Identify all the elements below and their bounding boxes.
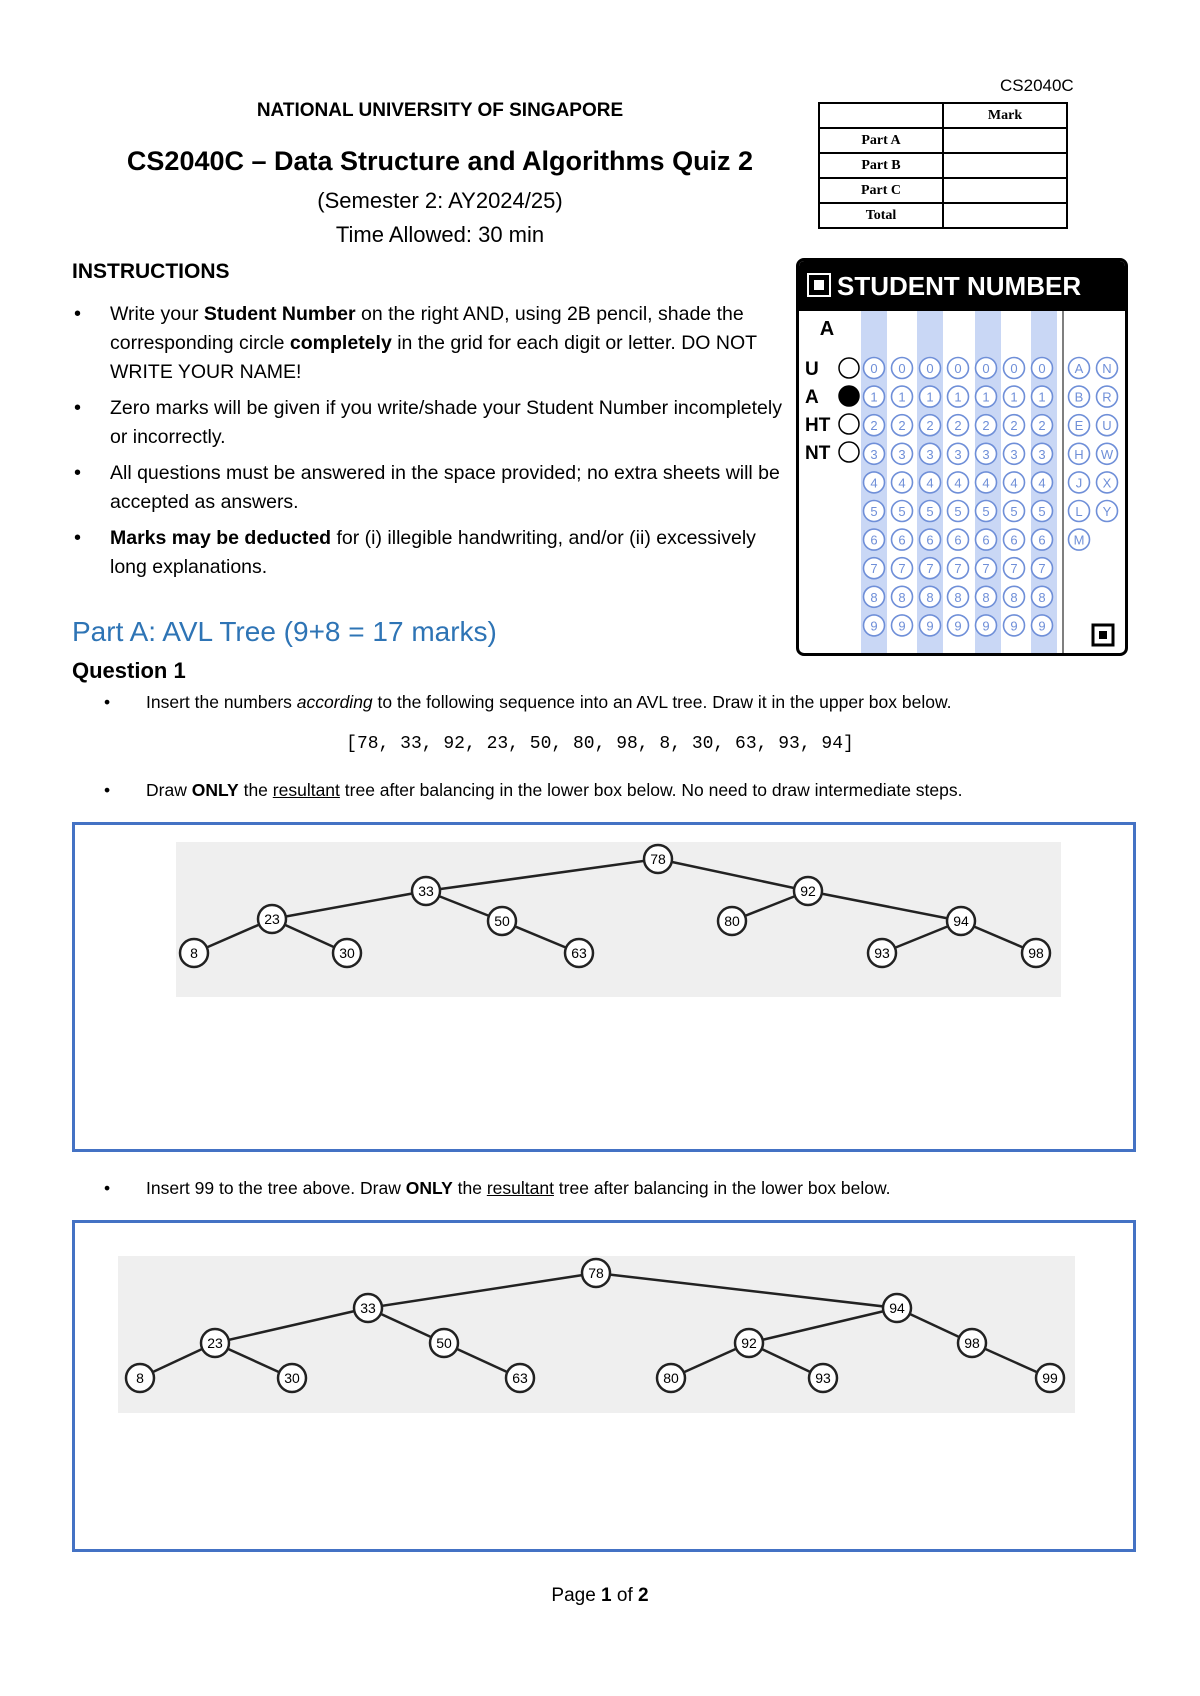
answer-box-2[interactable] (72, 1220, 1136, 1552)
letter-label: U (1102, 418, 1112, 434)
digit-label: 9 (982, 618, 990, 634)
digit-label: 2 (870, 418, 878, 434)
letter-label: N (1102, 361, 1112, 376)
digit-label: 6 (982, 532, 990, 548)
tree-node-label: 80 (663, 1370, 679, 1386)
letter-label: H (1074, 446, 1084, 462)
student-number-grid (796, 258, 1128, 656)
digit-label: 9 (870, 618, 878, 634)
prefix-bubble[interactable] (839, 358, 859, 378)
digit-label: 0 (954, 361, 962, 376)
question-1-heading: Question 1 (72, 658, 186, 683)
answer-box-1[interactable] (72, 822, 1136, 1152)
digit-label: 6 (1038, 532, 1046, 548)
tree-node-label: 33 (360, 1300, 376, 1316)
tree-node-label: 94 (889, 1300, 905, 1316)
digit-label: 0 (1010, 361, 1018, 376)
digit-label: 8 (926, 589, 934, 605)
letter-label: L (1075, 504, 1083, 519)
marks-table (818, 102, 1068, 229)
digit-label: 3 (926, 446, 934, 462)
digit-label: 6 (1010, 532, 1018, 548)
digit-label: 8 (898, 589, 906, 605)
digit-label: 7 (1010, 561, 1018, 577)
digit-label: 7 (870, 561, 878, 577)
marks-row-label: Part C (819, 178, 943, 203)
digit-label: 2 (954, 418, 962, 434)
prefix-bubble[interactable] (839, 414, 859, 434)
digit-label: 5 (926, 504, 934, 519)
avl-tree-2 (75, 1223, 1133, 1549)
digit-label: 3 (870, 446, 878, 462)
time-allowed: Time Allowed: 30 min (335, 222, 545, 247)
letter-label: M (1073, 532, 1085, 548)
tree-node-label: 8 (190, 945, 198, 961)
tree-node-label: 23 (264, 911, 280, 927)
letter-label: B (1074, 389, 1084, 405)
digit-label: 0 (870, 361, 878, 376)
digit-label: 3 (898, 446, 906, 462)
tree-node-label: 30 (284, 1370, 300, 1386)
marks-row-label: Part B (819, 153, 943, 178)
marks-row-label: Part A (819, 128, 943, 153)
letter-label: Y (1102, 504, 1112, 519)
marks-header: Mark (943, 103, 1067, 128)
prefix-label: A (819, 318, 835, 340)
prefix-bubble[interactable] (839, 442, 859, 462)
digit-label: 3 (982, 446, 990, 462)
digit-label: 0 (1038, 361, 1046, 376)
page-title: CS2040C – Data Structure and Algorithms Quiz 2 (126, 146, 754, 176)
digit-label: 1 (1010, 389, 1018, 405)
tree-node-label: 50 (494, 913, 510, 929)
course-code: CS2040C (1000, 76, 1074, 95)
marks-cell[interactable] (943, 178, 1067, 203)
university-name: NATIONAL UNIVERSITY OF SINGAPORE (256, 100, 624, 121)
digit-label: 7 (898, 561, 906, 577)
digit-label: 4 (954, 475, 962, 491)
tree-node-label: 78 (588, 1265, 604, 1281)
letter-label: R (1102, 389, 1112, 405)
tree-node-label: 93 (815, 1370, 831, 1386)
qr-icon (807, 273, 831, 297)
digit-label: 3 (1038, 446, 1046, 462)
letter-label: W (1100, 446, 1114, 462)
letter-label: X (1102, 475, 1112, 491)
tree-node-label: 93 (874, 945, 890, 961)
tree-node-label: 30 (339, 945, 355, 961)
digit-label: 8 (870, 589, 878, 605)
row-label: A (805, 387, 819, 408)
digit-label: 4 (870, 475, 878, 491)
marks-cell[interactable] (943, 203, 1067, 228)
row-label: NT (805, 443, 831, 464)
marks-row-label: Total (819, 203, 943, 228)
digit-label: 5 (898, 504, 906, 519)
digit-label: 5 (1010, 504, 1018, 519)
letter-label: J (1075, 475, 1083, 491)
digit-label: 1 (926, 389, 934, 405)
digit-label: 9 (1010, 618, 1018, 634)
digit-label: 6 (870, 532, 878, 548)
instruction-item: • Zero marks will be given if you write/shade your Student Number incompletely or incorrectly. (72, 394, 792, 452)
tree-node-label: 63 (512, 1370, 528, 1386)
prefix-bubble[interactable] (839, 386, 859, 406)
tree-node-label: 33 (418, 883, 434, 899)
insert-sequence: [78, 33, 92, 23, 50, 80, 98, 8, 30, 63, 93, 94] (346, 734, 854, 754)
tree-node-label: 63 (571, 945, 587, 961)
digit-label: 9 (926, 618, 934, 634)
tree-node-label: 98 (964, 1335, 980, 1351)
row-label: HT (805, 415, 831, 436)
tree-node-label: 94 (953, 913, 969, 929)
bubble-grid (799, 311, 1125, 653)
digit-label: 2 (1010, 418, 1018, 434)
marks-corner (819, 103, 943, 128)
instruction-item: • All questions must be answered in the space provided; no extra sheets will be accepted as answers. (72, 459, 792, 517)
tree-node-label: 23 (207, 1335, 223, 1351)
digit-label: 4 (982, 475, 990, 491)
tree-node-label: 50 (436, 1335, 452, 1351)
letter-label: E (1074, 418, 1084, 434)
instructions-heading: INSTRUCTIONS (72, 260, 230, 283)
page-footer: Page 1 of 2 (551, 1585, 649, 1606)
digit-label: 2 (1038, 418, 1046, 434)
digit-label: 1 (898, 389, 906, 405)
avl-tree-1 (75, 825, 1133, 1149)
digit-label: 4 (898, 475, 906, 491)
tree-node-label: 78 (650, 851, 666, 867)
tree-node-label: 99 (1042, 1370, 1058, 1386)
digit-label: 4 (1010, 475, 1018, 491)
digit-label: 8 (982, 589, 990, 605)
tree-node-label: 80 (724, 913, 740, 929)
tree-node-label: 98 (1028, 945, 1044, 961)
digit-label: 9 (1038, 618, 1046, 634)
digit-label: 5 (954, 504, 962, 519)
digit-label: 0 (926, 361, 934, 376)
digit-label: 9 (954, 618, 962, 634)
digit-label: 1 (954, 389, 962, 405)
digit-label: 7 (982, 561, 990, 577)
marks-cell[interactable] (943, 128, 1067, 153)
digit-label: 2 (982, 418, 990, 434)
letter-label: A (1074, 361, 1084, 376)
digit-label: 2 (926, 418, 934, 434)
digit-label: 5 (982, 504, 990, 519)
digit-label: 6 (898, 532, 906, 548)
digit-label: 9 (898, 618, 906, 634)
tree-node-label: 92 (800, 883, 816, 899)
digit-label: 5 (1038, 504, 1046, 519)
digit-label: 8 (954, 589, 962, 605)
digit-label: 2 (898, 418, 906, 434)
tree-node-label: 8 (136, 1370, 144, 1386)
digit-label: 1 (1038, 389, 1046, 405)
digit-label: 5 (870, 504, 878, 519)
digit-label: 0 (898, 361, 906, 376)
student-number-header (799, 261, 1125, 311)
digit-label: 4 (926, 475, 934, 491)
instruction-item: • Write your Student Number on the right AND, using 2B pencil, shade the corresponding circle completely in the grid for each digit or letter. DO NOT WRITE YOUR NAME! (72, 300, 792, 387)
tree-node-label: 92 (741, 1335, 757, 1351)
digit-label: 6 (926, 532, 934, 548)
digit-label: 7 (1038, 561, 1046, 577)
digit-label: 1 (870, 389, 878, 405)
digit-label: 8 (1010, 589, 1018, 605)
student-number-title: STUDENT NUMBER (837, 271, 1082, 301)
marks-cell[interactable] (943, 153, 1067, 178)
row-label: U (805, 359, 819, 380)
digit-label: 3 (1010, 446, 1018, 462)
instructions-list (72, 300, 792, 589)
corner-marker-dot (1099, 631, 1107, 639)
digit-label: 3 (954, 446, 962, 462)
semester: (Semester 2: AY2024/25) (317, 188, 563, 213)
digit-label: 4 (1038, 475, 1046, 491)
instruction-item: • Marks may be deducted for (i) illegible handwriting, and/or (ii) excessively long explanations. (72, 524, 792, 582)
digit-label: 7 (926, 561, 934, 577)
part-a-heading: Part A: AVL Tree (9+8 = 17 marks) (72, 616, 497, 647)
digit-label: 1 (982, 389, 990, 405)
digit-label: 8 (1038, 589, 1046, 605)
digit-label: 0 (982, 361, 990, 376)
digit-label: 7 (954, 561, 962, 577)
digit-label: 6 (954, 532, 962, 548)
